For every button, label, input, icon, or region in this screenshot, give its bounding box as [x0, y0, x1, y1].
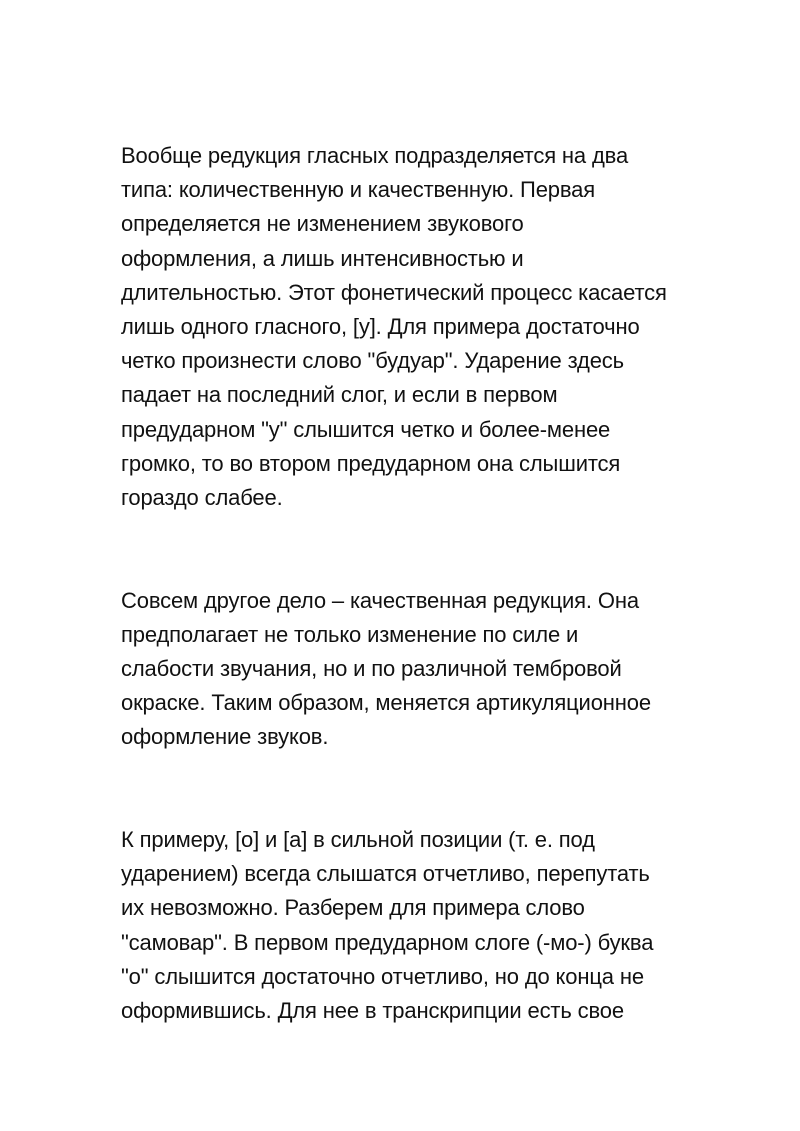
text-line: окраске. Таким образом, меняется артикуляционное [121, 690, 651, 716]
text-line: "о" слышится достаточно отчетливо, но до конца не [121, 963, 644, 989]
paragraph [121, 139, 681, 515]
text-line: длительностью. Этот фонетический процесс касается [121, 279, 667, 305]
text-line: определяется не изменением звукового [121, 211, 524, 237]
paragraph-spacer [121, 755, 681, 823]
text-line: Совсем другое дело – качественная редукция. Она [121, 587, 639, 613]
text-line: "самовар". В первом предударном слоге (-мо-) буква [121, 929, 654, 955]
text-line: Вообще редукция гласных подразделяется на два [121, 143, 629, 168]
text-line: гораздо слабее. [121, 485, 283, 511]
text-line: слабости звучания, но и по различной тембровой [121, 656, 622, 682]
text-line: оформившись. Для нее в транскрипции есть свое [121, 998, 624, 1024]
paragraph [121, 823, 681, 1028]
text-line: четко произнести слово "будуар". Ударение здесь [121, 348, 624, 374]
text-line: падает на последний слог, и если в первом [121, 382, 558, 408]
text-line: ударением) всегда слышатся отчетливо, перепутать [121, 861, 650, 887]
text-line: лишь одного гласного, [у]. Для примера достаточно [121, 314, 640, 340]
document-body [121, 139, 681, 1028]
text-line: оформление звуков. [121, 724, 329, 750]
text-line: оформления, а лишь интенсивностью и [121, 245, 524, 271]
text-line: громко, то во втором предударном она слышится [121, 450, 621, 476]
text-line: К примеру, [о] и [а] в сильной позиции (т. е. под [121, 827, 595, 853]
text-line: предполагает не только изменение по силе и [121, 621, 579, 647]
text-line: их невозможно. Разберем для примера слово [121, 895, 585, 921]
text-line: типа: количественную и качественную. Первая [121, 177, 596, 203]
paragraph-spacer [121, 515, 681, 583]
paragraph [121, 584, 681, 755]
text-line: предударном "у" слышится четко и более-менее [121, 416, 611, 442]
